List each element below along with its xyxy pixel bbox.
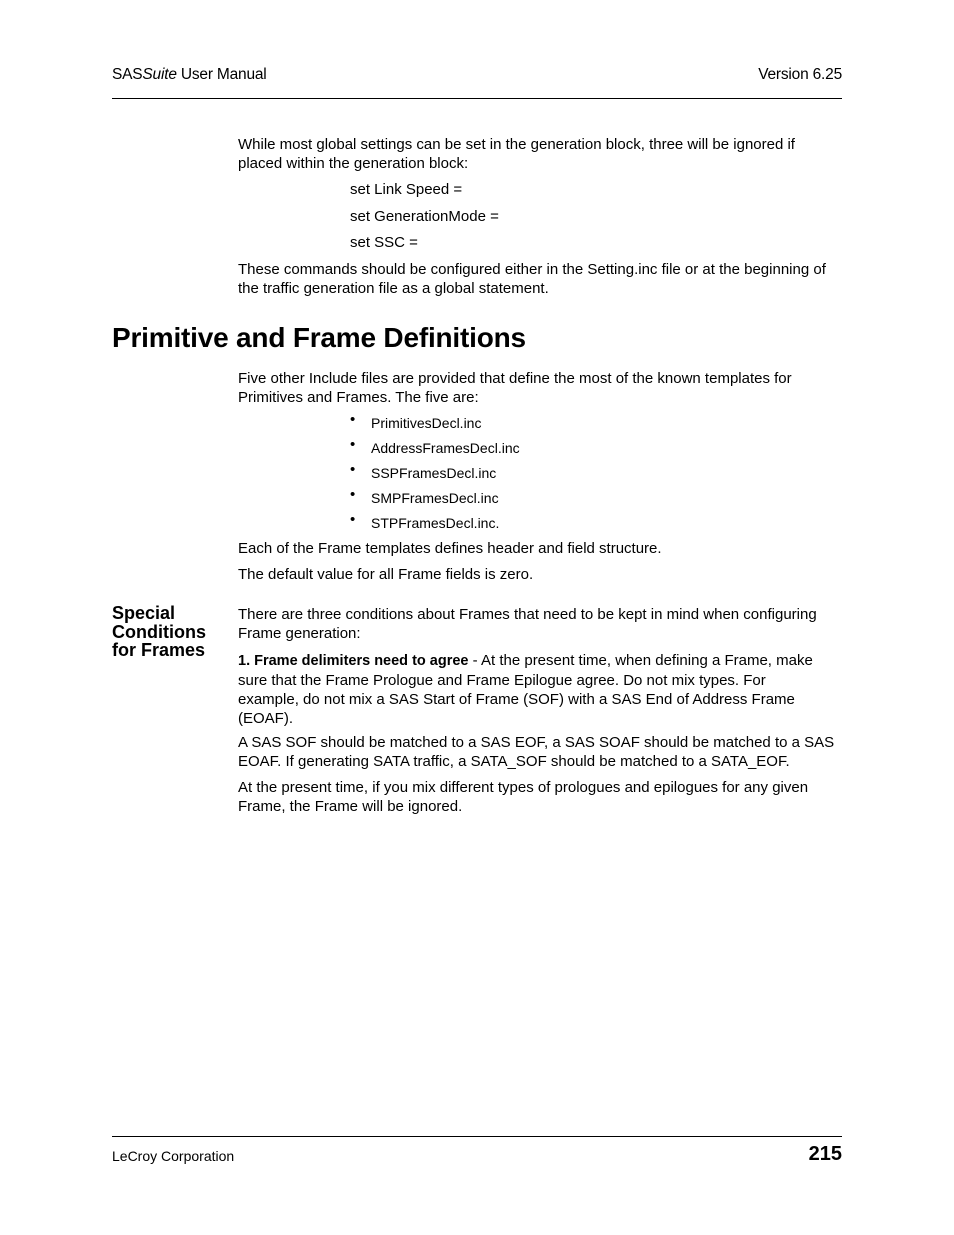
text-line: sure that the Frame Prologue and Frame Epilogue agree. Do not mix types. For bbox=[238, 672, 766, 689]
footer-company: LeCroy Corporation bbox=[112, 1148, 235, 1164]
running-header-version: Version 6.25 bbox=[758, 66, 842, 83]
subsection-paragraph bbox=[238, 605, 817, 643]
page-number: 215 bbox=[808, 1143, 842, 1165]
file-name: PrimitivesDecl.inc bbox=[371, 415, 482, 431]
subsection-paragraph-3 bbox=[238, 778, 808, 816]
command-2: set GenerationMode = bbox=[350, 208, 499, 225]
text-line: While most global settings can be set in the generation block, three will be ignored if bbox=[238, 136, 795, 153]
text-line: At the present time, if you mix different types of prologues and epilogues for any given bbox=[238, 779, 809, 796]
text-line: Primitives and Frames. The five are: bbox=[238, 389, 479, 406]
file-name: AddressFramesDecl.inc bbox=[371, 440, 520, 456]
heading-line: for Frames bbox=[112, 640, 206, 660]
text-line: the traffic generation file as a global statement. bbox=[238, 280, 549, 297]
condition-text: - At the present time, when defining a Frame, make bbox=[468, 652, 813, 669]
bullet-icon: • bbox=[350, 511, 356, 528]
text-line: Frame generation: bbox=[238, 625, 361, 642]
bullet-icon: • bbox=[350, 436, 356, 453]
command-3: set SSC = bbox=[350, 234, 418, 251]
section-paragraph-2: Each of the Frame templates defines header and field structure. bbox=[238, 540, 662, 557]
bullet-icon: • bbox=[350, 486, 356, 503]
condition-item-1 bbox=[238, 651, 813, 728]
intro-paragraph-2 bbox=[238, 260, 826, 298]
text-line: These commands should be configured either in the Setting.inc file or at the beginning of bbox=[238, 261, 826, 278]
file-name: STPFramesDecl.inc. bbox=[371, 515, 500, 531]
section-paragraph bbox=[238, 369, 792, 407]
command-1: set Link Speed = bbox=[350, 181, 463, 198]
text-line bbox=[238, 651, 813, 671]
bullet-icon: • bbox=[350, 461, 356, 478]
intro-paragraph bbox=[238, 135, 795, 173]
header-rule bbox=[112, 98, 842, 99]
side-heading bbox=[112, 604, 206, 660]
text-line: There are three conditions about Frames that need to be kept in mind when configuring bbox=[238, 606, 817, 623]
footer-rule bbox=[112, 1136, 842, 1137]
title-suffix: User Manual bbox=[176, 66, 267, 83]
condition-title: 1. Frame delimiters need to agree bbox=[238, 653, 469, 669]
section-heading: Primitive and Frame Definitions bbox=[112, 322, 526, 353]
text-line: (EOAF). bbox=[238, 710, 293, 727]
text-line: A SAS SOF should be matched to a SAS EOF, a SAS SOAF should be matched to a SAS bbox=[238, 734, 835, 751]
file-name: SMPFramesDecl.inc bbox=[371, 490, 499, 506]
title-italic: Suite bbox=[142, 66, 177, 83]
subsection-paragraph-2 bbox=[238, 733, 834, 771]
text-line: Frame, the Frame will be ignored. bbox=[238, 798, 463, 815]
title-prefix: SAS bbox=[112, 66, 143, 83]
text-line: EOAF. If generating SATA traffic, a SATA_SOF should be matched to a SATA_EOF. bbox=[238, 753, 790, 770]
text-line: example, do not mix a SAS Start of Frame (SOF) with a SAS End of Address Frame bbox=[238, 691, 795, 708]
section-paragraph-3: The default value for all Frame fields is zero. bbox=[238, 566, 534, 583]
file-name: SSPFramesDecl.inc bbox=[371, 465, 497, 481]
running-header-title bbox=[112, 66, 267, 84]
text-line: Five other Include files are provided that define the most of the known templates for bbox=[238, 370, 792, 387]
text-line: placed within the generation block: bbox=[238, 155, 469, 172]
heading-line: Special bbox=[112, 603, 176, 623]
bullet-icon: • bbox=[350, 411, 356, 428]
heading-line: Conditions bbox=[112, 621, 206, 642]
